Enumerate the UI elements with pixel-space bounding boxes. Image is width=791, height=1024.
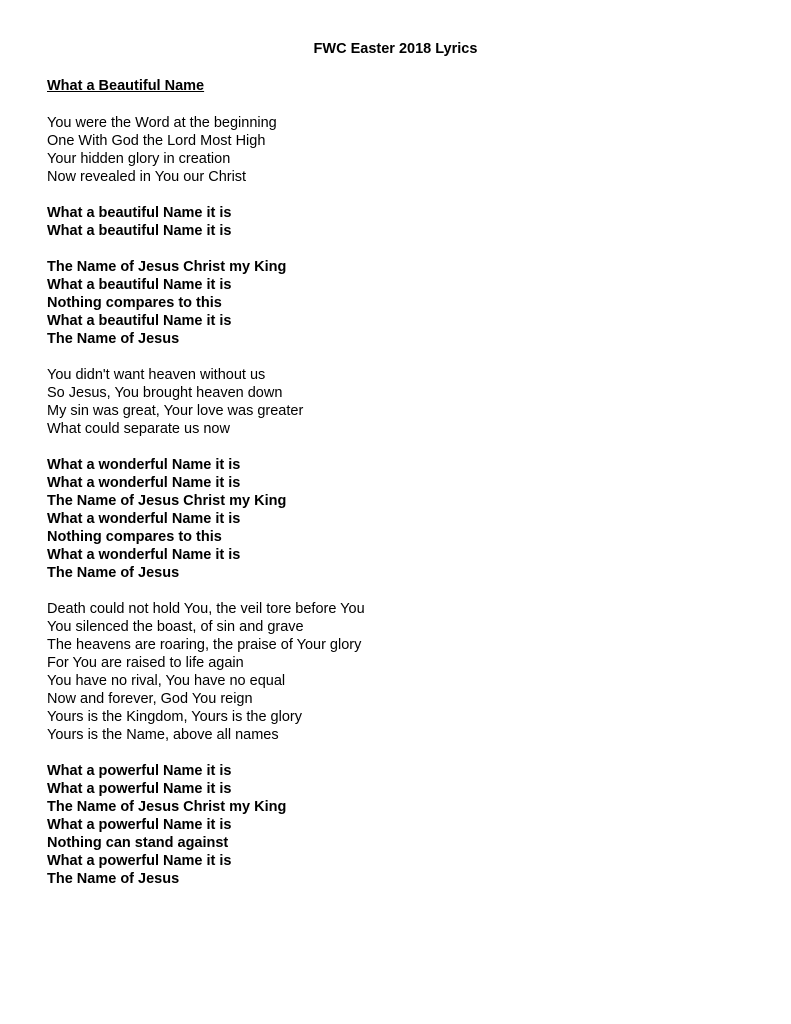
verse-stanza <box>47 366 767 438</box>
lyric-line: You have no rival, You have no equal <box>47 673 286 689</box>
lyric-line: What a beautiful Name it is <box>47 313 232 329</box>
lyric-line: Nothing compares to this <box>47 529 222 545</box>
lyric-line: You were the Word at the beginning <box>47 115 277 131</box>
lyric-line: Yours is the Name, above all names <box>47 727 279 743</box>
lyric-line: What a wonderful Name it is <box>47 457 241 473</box>
lyric-line: My sin was great, Your love was greater <box>47 403 304 419</box>
lyric-line: The Name of Jesus <box>47 331 180 347</box>
lyric-line: Now and forever, God You reign <box>47 691 253 707</box>
lyric-line: What a wonderful Name it is <box>47 511 241 527</box>
lyric-line: What a beautiful Name it is <box>47 223 232 239</box>
lyric-line: The heavens are roaring, the praise of Your glory <box>47 637 362 653</box>
verse-stanza <box>47 600 767 744</box>
verse-stanza <box>47 114 767 186</box>
lyric-line: Death could not hold You, the veil tore before You <box>47 601 365 617</box>
lyric-line: The Name of Jesus Christ my King <box>47 259 287 275</box>
lyric-line: The Name of Jesus Christ my King <box>47 799 287 815</box>
chorus-stanza <box>47 456 767 582</box>
lyric-line: What a powerful Name it is <box>47 853 232 869</box>
lyric-line: Your hidden glory in creation <box>47 151 231 167</box>
lyric-line: The Name of Jesus Christ my King <box>47 493 287 509</box>
lyric-line: What could separate us now <box>47 421 230 437</box>
lyric-line: So Jesus, You brought heaven down <box>47 385 283 401</box>
chorus-stanza <box>47 204 767 240</box>
lyric-line: What a powerful Name it is <box>47 781 232 797</box>
lyric-line: Nothing can stand against <box>47 835 229 851</box>
lyric-line: Now revealed in You our Christ <box>47 169 247 185</box>
lyric-line: For You are raised to life again <box>47 655 244 671</box>
lyric-line: What a powerful Name it is <box>47 817 232 833</box>
song-title: What a Beautiful Name <box>47 78 205 94</box>
document-title: FWC Easter 2018 Lyrics <box>313 41 478 57</box>
chorus-stanza <box>47 258 767 348</box>
lyric-line: What a wonderful Name it is <box>47 475 241 491</box>
lyric-line: One With God the Lord Most High <box>47 133 266 149</box>
lyric-line: You silenced the boast, of sin and grave <box>47 619 304 635</box>
lyric-line: What a beautiful Name it is <box>47 277 232 293</box>
lyric-line: Yours is the Kingdom, Yours is the glory <box>47 709 302 725</box>
lyric-line: Nothing compares to this <box>47 295 222 311</box>
chorus-stanza <box>47 762 767 888</box>
lyric-line: The Name of Jesus <box>47 565 180 581</box>
lyric-line: What a wonderful Name it is <box>47 547 241 563</box>
lyric-line: What a beautiful Name it is <box>47 205 232 221</box>
lyric-line: You didn't want heaven without us <box>47 367 266 383</box>
lyric-line: What a powerful Name it is <box>47 763 232 779</box>
lyric-line: The Name of Jesus <box>47 871 180 887</box>
lyrics-body <box>47 114 767 906</box>
